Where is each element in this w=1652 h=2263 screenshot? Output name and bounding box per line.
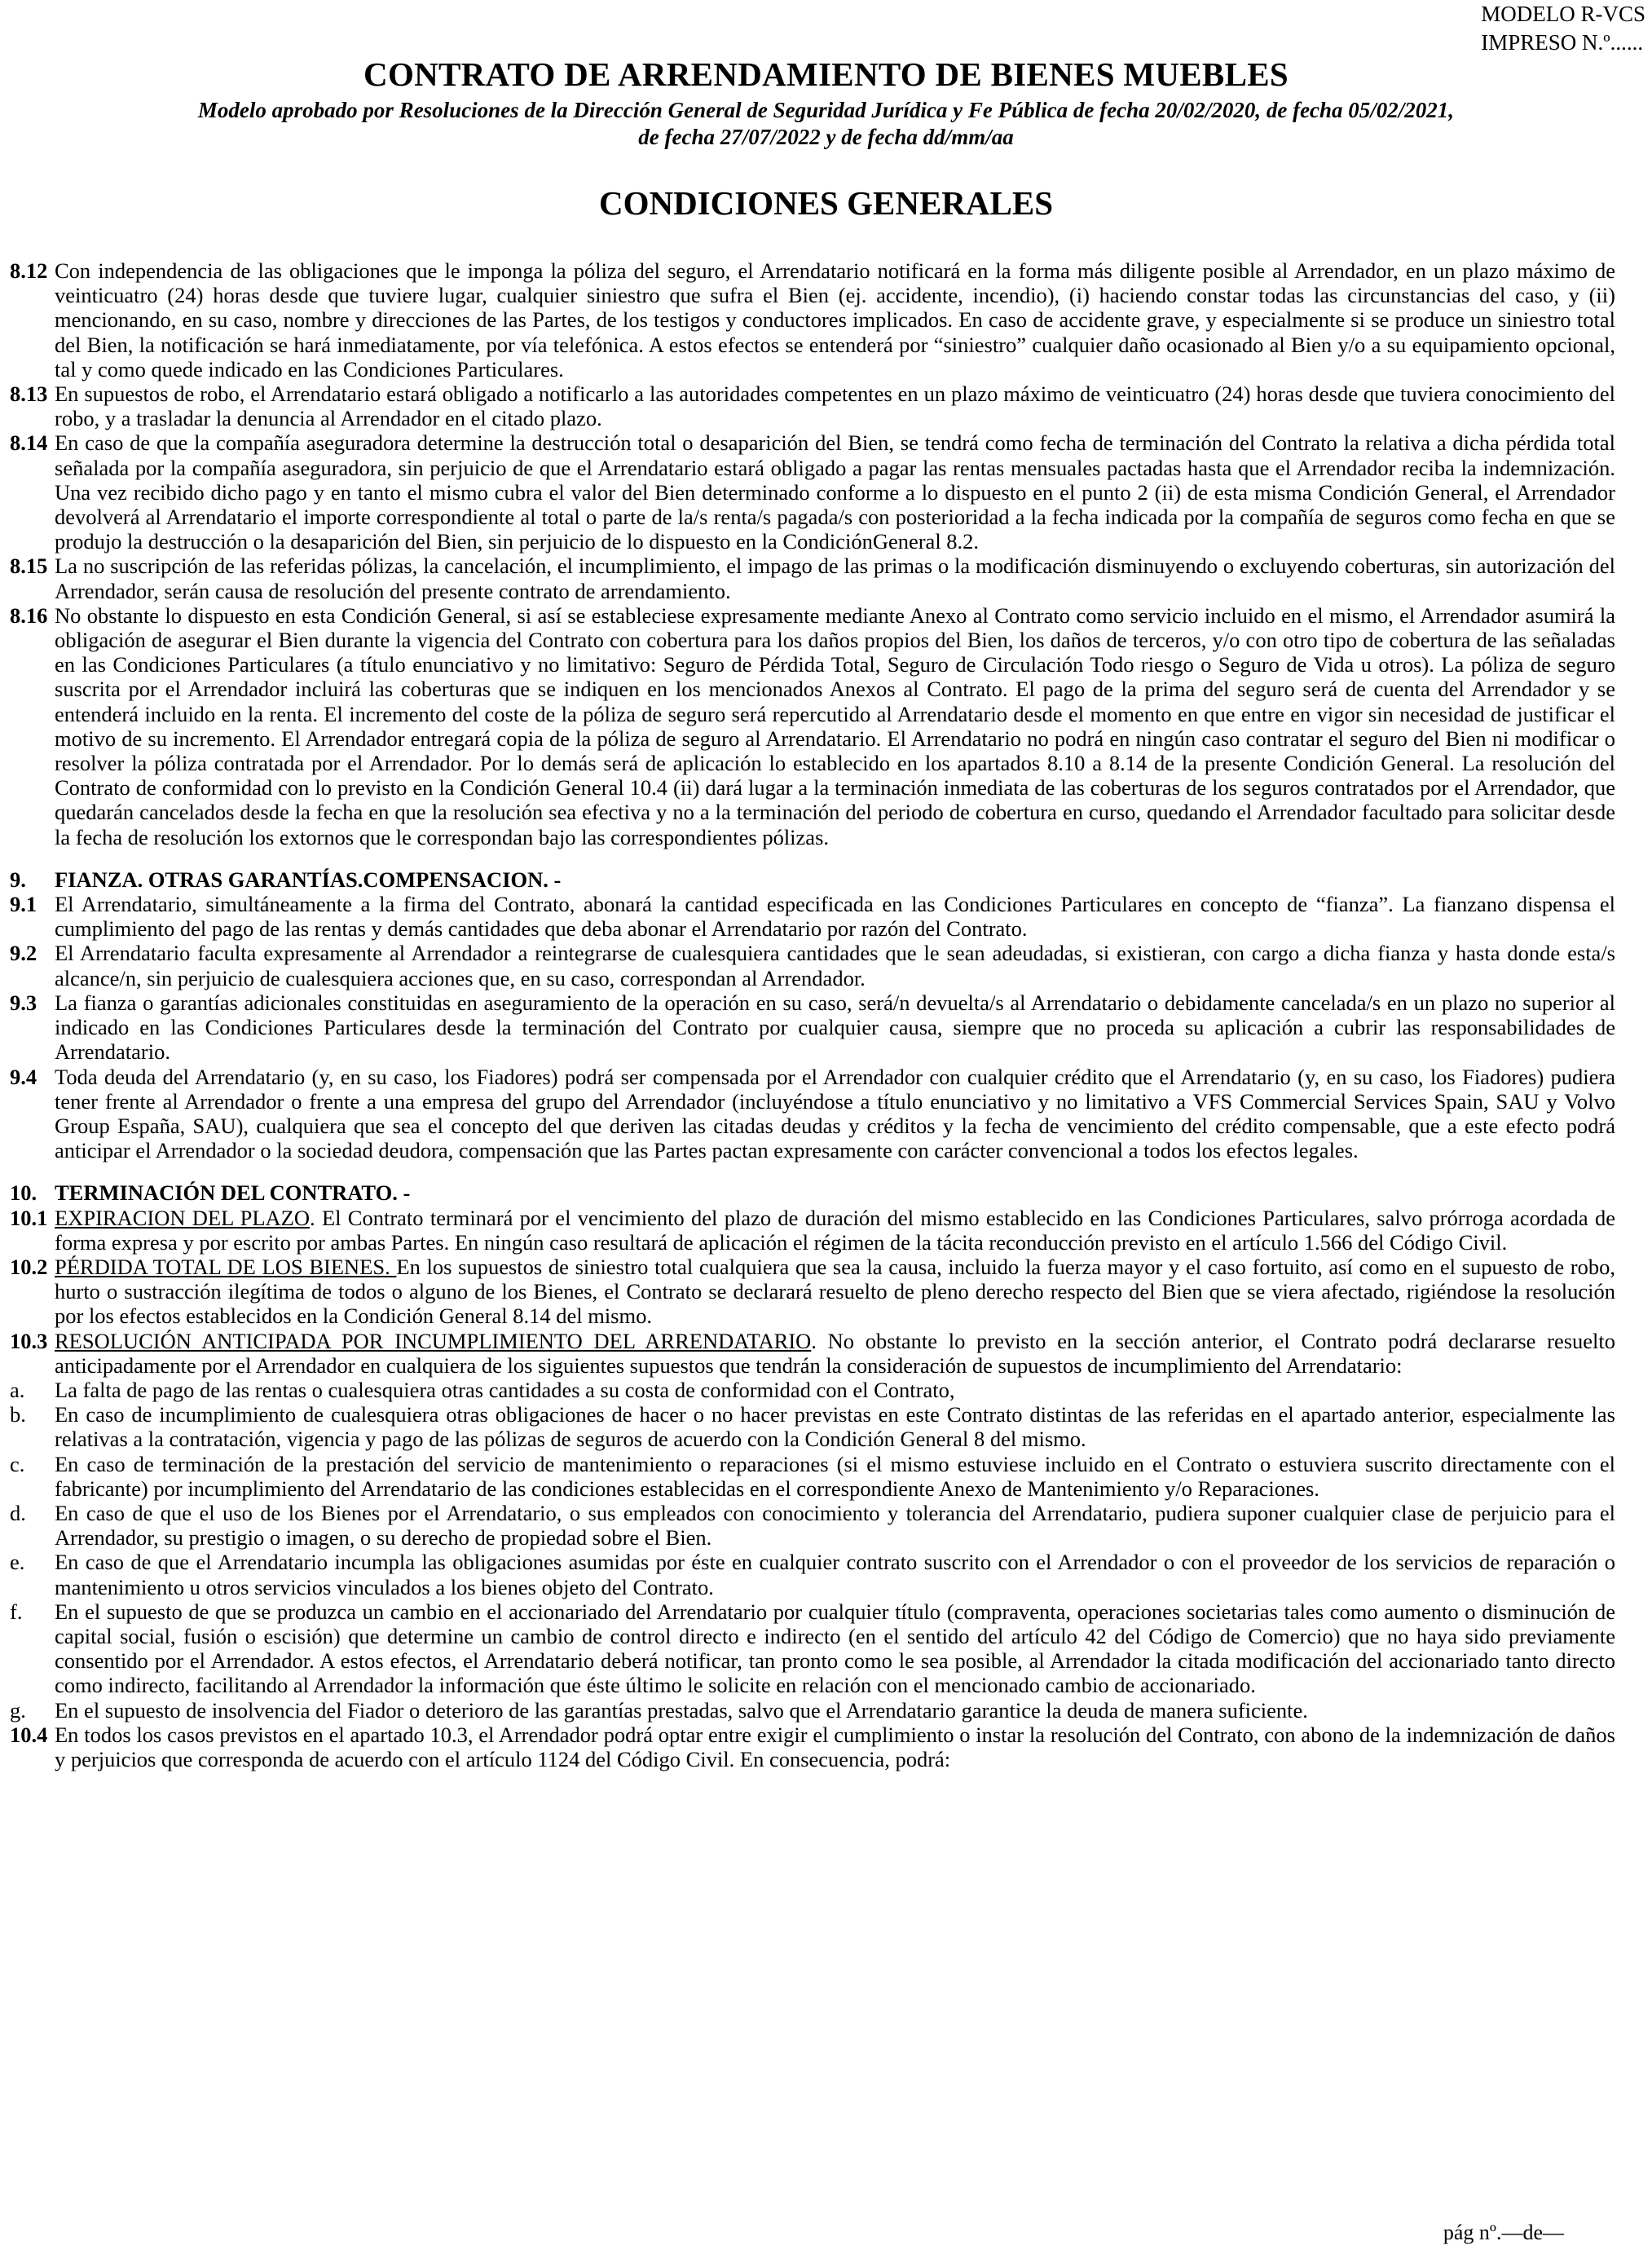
clause-text: Con independencia de las obligaciones que le imponga la póliza del seguro, el Arrendatario notificará en la forma más diligente posible al Arrendador, en un plazo máximo de veinticuatro (24) horas desde que tuviere lugar, cualquier siniestro que sufra el Bien (ej. accidente, incendio), (i) haciendo constar todas las circunstancias del caso, y (ii) mencionando, en su caso, nombre y direcciones de las Partes, de los testigos y conductores implicados. En caso de accidente grave, y especialmente si se produce un siniestro total del Bien, la notificación se hará inmediatamente, por vía telefónica. A estos efectos se entenderá por “siniestro” cualquier daño ocasionado al Bien y/o a su equipamiento opcional, tal y como quede indicado en las Condiciones Particulares.: [55, 258, 1615, 382]
clause-number: 10.1: [10, 1205, 48, 1230]
clause-heading: EXPIRACION DEL PLAZO: [55, 1205, 311, 1230]
section-heading-text: FIANZA. OTRAS GARANTÍAS.COMPENSACION. -: [55, 867, 562, 892]
list-item-d: [10, 1501, 1615, 1550]
clause-number: 10.3: [10, 1328, 48, 1353]
clause-text: En supuestos de robo, el Arrendatario estará obligado a notificarlo a las autoridades competentes en un plazo máximo de veinticuatro (24) horas desde que tuviera conocimiento del robo, y a trasladar la denuncia al Arrendador en el citado plazo.: [55, 382, 1615, 431]
section-number: 10.: [10, 1180, 37, 1206]
clause-number: 8.13: [10, 382, 48, 407]
clause-text: La fianza o garantías adicionales constituidas en aseguramiento de la operación en su caso, será/n devuelta/s al Arrendatario o debidamente cancelada/s en un plazo no superior al indicado en las Condiciones Particulares desde la terminación del Contrato por cualquier causa, siempre que no proceda su aplicación a cubrir las responsabilidades de Arrendatario.: [55, 990, 1615, 1065]
clause-8-14: [10, 430, 1615, 554]
clause-heading: RESOLUCIÓN ANTICIPADA POR INCUMPLIMIENTO DEL ARRENDATARIO: [55, 1328, 812, 1353]
item-letter: b.: [10, 1402, 26, 1427]
clause-text: [55, 1329, 1615, 1378]
item-letter: d.: [10, 1500, 26, 1525]
clause-number: 9.1: [10, 892, 37, 917]
page-number: pág nº.—de—: [1443, 2220, 1564, 2244]
item-text: En caso de terminación de la prestación del servicio de mantenimiento o reparaciones (si el mismo estuviese incluido en el Contrato o estuviera suscrito directamente con el fabricante) por incumplimiento del Arrendatario de las condiciones establecidas en el correspondiente Anexo de Mantenimiento y/o Reparaciones.: [55, 1451, 1615, 1501]
list-item-a: [10, 1378, 1615, 1402]
item-text: En el supuesto de que se produzca un cambio en el accionariado del Arrendatario por cualquier título (compraventa, operaciones societarias tales como aumento o disminución de capital social, fusión o escisión) que determine un cambio de control directo e indirecto (en el sentido del artículo 42 del Código de Comercio) que no haya sido previamente consentido por el Arrendador. A estos efectos, el Arrendatario deberá notificar, tan pronto como le sea posible, al Arrendador la citada modificación del accionariado tanto directo como indirecto, facilitando al Arrendador la información que éste último le solicite en relación con el mencionado cambio de accionariado.: [55, 1599, 1615, 1698]
clause-text: Toda deuda del Arrendatario (y, en su caso, los Fiadores) podrá ser compensada por el Arrendador con cualquier crédito que el Arrendatario (y, en su caso, los Fiadores) pudiera tener frente al Arrendador o frente a una empresa del grupo del Arrendador (incluyéndose a título enunciativo y no limitativo a VFS Commercial Services Spain, SAU y Volvo Group España, SAU), cualquiera que sea el concepto del que deriven las citadas deudas y créditos y la fecha de vencimiento del crédito compensable, que a este efecto podrá anticipar el Arrendador o la sociedad deudora, compensación que las Partes pactan expresamente con carácter convencional a todos los efectos legales.: [55, 1064, 1615, 1163]
clause-body: . No obstante lo previsto en la sección anterior, el Contrato podrá declararse resuelto anticipadamente por el Arrendador en cualquiera de los siguientes supuestos que tendrán la consideración de supuestos de incumplimiento del Arrendatario:: [55, 1328, 1615, 1378]
model-label: [1481, 0, 1645, 57]
document-body: [10, 258, 1615, 1771]
clause-number: 10.2: [10, 1254, 48, 1279]
clause-number: 8.14: [10, 430, 48, 456]
item-text: En el supuesto de insolvencia del Fiador o deterioro de las garantías prestadas, salvo que el Arrendatario garantice la deuda de manera suficiente.: [55, 1697, 1308, 1723]
item-letter: c.: [10, 1451, 25, 1476]
list-item-f: [10, 1599, 1615, 1698]
clause-8-15: [10, 554, 1615, 602]
clause-number: 10.4: [10, 1722, 48, 1747]
item-letter: e.: [10, 1550, 25, 1575]
clause-10-2: [10, 1255, 1615, 1329]
clause-body: . El Contrato terminará por el vencimiento del plazo de duración del mismo establecido en las Condiciones Particulares, salvo prórroga acordada de forma expresa y por escrito por ambas Partes. En ningún caso resultará de aplicación el régimen de la tácita reconducción previsto en el artículo 1.566 del Código Civil.: [55, 1205, 1615, 1255]
clause-10-1: [10, 1206, 1615, 1255]
clause-9-4: [10, 1065, 1615, 1163]
clause-number: 8.15: [10, 554, 48, 579]
item-text: La falta de pago de las rentas o cualesquiera otras cantidades a su costa de conformidad con el Contrato,: [55, 1377, 955, 1402]
section-number: 9.: [10, 867, 26, 892]
print-number: IMPRESO N.º......: [1481, 30, 1644, 55]
subtitle-line-1: Modelo aprobado por Resoluciones de la Dirección General de Seguridad Jurídica y Fe Pública de fecha 20/02/2020, de fecha 05/02/2021,: [197, 98, 1455, 122]
item-text: En caso de incumplimiento de cualesquiera otras obligaciones de hacer o no hacer previstas en este Contrato distintas de las referidas en el apartado anterior, especialmente las relativas a la contratación, vigencia y pago de las pólizas de seguros de acuerdo con la Condición General 8 del mismo.: [55, 1402, 1615, 1452]
clause-heading: PÉRDIDA TOTAL DE LOS BIENES.: [55, 1254, 397, 1279]
clause-body: En los supuestos de siniestro total cualquiera que sea la causa, incluido la fuerza mayor y el caso fortuito, así como en el supuesto de robo, hurto o sustracción ilegítima de todos o alguno de los Bienes, el Contrato se declarará resuelto de pleno derecho respecto del Bien que se viera afectado, rigiéndose la resolución por los efectos establecidos en la Condición General 8.14 del mismo.: [55, 1254, 1615, 1329]
subtitle-line-2: de fecha 27/07/2022 y de fecha dd/mm/aa: [638, 125, 1014, 149]
clause-8-13: [10, 382, 1615, 430]
list-item-e: [10, 1550, 1615, 1599]
clause-text: [55, 1206, 1615, 1255]
list-item-g: [10, 1698, 1615, 1723]
document-subtitle: [0, 97, 1652, 151]
clause-text: El Arrendatario faculta expresamente al Arrendador a reintegrarse de cualesquiera cantidades que le sean adeudadas, si existieran, con cargo a dicha fianza y hasta donde esta/s alcance/n, sin perjuicio de cualesquiera acciones que, en su caso, correspondan al Arrendador.: [55, 941, 1615, 990]
clause-8-16: [10, 603, 1615, 849]
clause-9-3: [10, 990, 1615, 1065]
clause-text: El Arrendatario, simultáneamente a la firma del Contrato, abonará la cantidad especificada en las Condiciones Particulares en concepto de “fianza”. La fianzano dispensa el cumplimiento del pago de las rentas y demás cantidades que deba abonar el Arrendatario por razón del Contrato.: [55, 892, 1615, 942]
clause-text: No obstante lo dispuesto en esta Condición General, si así se estableciese expresamente mediante Anexo al Contrato como servicio incluido en el mismo, el Arrendador asumirá la obligación de asegurar el Bien durante la vigencia del Contrato con cobertura para los daños propios del Bien, los daños de terceros, y/o con otro tipo de cobertura de las señaladas en las Condiciones Particulares (a título enunciativo y no limitativo: Seguro de Pérdida Total, Seguro de Circulación Todo riesgo o Seguro de Vida u otros). La póliza de seguro suscrita por el Arrendador incluirá las coberturas que se indiquen en los mencionados Anexos al Contrato. El pago de la prima del seguro será de cuenta del Arrendador y se entenderá incluido en la renta. El incremento del coste de la póliza de seguro será repercutido al Arrendatario desde el momento en que entre en vigor sin necesidad de justificar el motivo de su incremento. El Arrendador entregará copia de la póliza de seguro al Arrendatario. El Arrendatario no podrá en ningún caso contratar el seguro del Bien ni modificar o resolver la póliza contratada por el Arrendador. Por lo demás será de aplicación lo establecido en los apartados 8.10 a 8.14 de la presente Condición General. La resolución del Contrato de conformidad con lo previsto en la Condición General 10.4 (ii) dará lugar a la terminación inmediata de las coberturas de los seguros contratados por el Arrendador, que quedarán cancelados desde la fecha en que la resolución sea efectiva y no a la terminación del periodo de cobertura en curso, quedando el Arrendador facultado para solicitar desde la fecha de resolución los extornos que le correspondan bajo las correspondientes pólizas.: [55, 602, 1615, 849]
clause-number: 9.2: [10, 941, 37, 966]
clause-text: En todos los casos previstos en el apartado 10.3, el Arrendador podrá optar entre exigir el cumplimiento o instar la resolución del Contrato, con abono de la indemnización de daños y perjuicios que corresponda de acuerdo con el artículo 1124 del Código Civil. En consecuencia, podrá:: [55, 1722, 1615, 1771]
clause-number: 9.3: [10, 990, 37, 1015]
item-letter: f.: [10, 1599, 23, 1624]
item-letter: a.: [10, 1377, 25, 1402]
section-heading: CONDICIONES GENERALES: [598, 184, 1054, 222]
model-code: MODELO R-VCS: [1481, 2, 1645, 26]
section-10-title: [10, 1180, 1615, 1205]
clause-8-12: [10, 258, 1615, 382]
document-header: [0, 54, 1652, 223]
list-item-b: [10, 1402, 1615, 1451]
section-heading-text: TERMINACIÓN DEL CONTRATO. -: [55, 1180, 411, 1206]
clause-number: 8.12: [10, 258, 48, 283]
item-text: En caso de que el Arrendatario incumpla las obligaciones asumidas por éste en cualquier contrato suscrito con el Arrendador o con el proveedor de los servicios de reparación o mantenimiento u otros servicios vinculados a los bienes objeto del Contrato.: [55, 1550, 1615, 1599]
item-text: En caso de que el uso de los Bienes por el Arrendatario, o sus empleados con conocimiento y tolerancia del Arrendatario, pudiera suponer cualquier clase de perjuicio para el Arrendador, su prestigio o imagen, o su derecho de propiedad sobre el Bien.: [55, 1500, 1615, 1551]
list-item-c: [10, 1452, 1615, 1501]
clause-9-2: [10, 941, 1615, 990]
clause-number: 8.16: [10, 602, 48, 628]
section-9-title: [10, 867, 1615, 892]
clause-text: En caso de que la compañía aseguradora determine la destrucción total o desaparición del Bien, se tendrá como fecha de terminación del Contrato la relativa a dicha pérdida total señalada por la compañía aseguradora, sin perjuicio de que el Arrendatario estará obligado a pagar las rentas mensuales pactadas hasta que el Arrendador reciba la indemnización. Una vez recibido dicho pago y en tanto el mismo cubra el valor del Bien determinado conforme a lo dispuesto en el punto 2 (ii) de esta misma Condición General, el Arrendador devolverá al Arrendatario el importe correspondiente al total o parte de la/s renta/s pagada/s con posterioridad a la fecha indicada por la compañía de seguros como fecha en que se produjo la destrucción o la desaparición del Bien, sin perjuicio de lo dispuesto en la CondiciónGeneral 8.2.: [55, 430, 1615, 554]
item-letter: g.: [10, 1697, 26, 1723]
document-title: CONTRATO DE ARRENDAMIENTO DE BIENES MUEBLES: [363, 55, 1289, 93]
clause-9-1: [10, 892, 1615, 941]
clause-10-3: [10, 1329, 1615, 1378]
clause-number: 9.4: [10, 1064, 37, 1089]
clause-text: [55, 1255, 1615, 1329]
clause-10-4: [10, 1723, 1615, 1771]
clause-text: La no suscripción de las referidas pólizas, la cancelación, el incumplimiento, el impago de las primas o la modificación disminuyendo o excluyendo coberturas, sin autorización del Arrendador, serán causa de resolución del presente contrato de arrendamiento.: [55, 554, 1615, 603]
